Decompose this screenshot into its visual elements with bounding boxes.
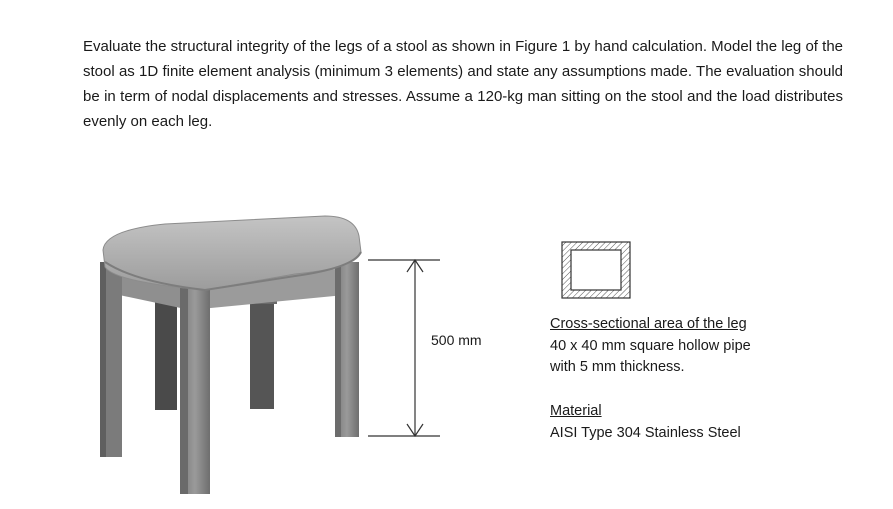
square-hollow-section-icon	[561, 241, 631, 299]
cross-section-info	[550, 314, 751, 379]
back-right-leg	[250, 297, 274, 409]
cross-section-heading: Cross-sectional area of the leg	[550, 316, 747, 332]
stool-image	[95, 212, 375, 497]
material-value: AISI Type 304 Stainless Steel	[550, 424, 741, 441]
material-info	[550, 401, 741, 444]
material-heading: Material	[550, 403, 602, 419]
cross-section-line-1: 40 x 40 mm square hollow pipe	[550, 337, 751, 354]
height-label: 500 mm	[431, 332, 482, 348]
problem-statement: Evaluate the structural integrity of the legs of a stool as shown in Figure 1 by hand calculation. Model the leg of the stool as 1D finite element analysis (minimum 3 elements) and state any assumptions made. The evaluation should be in term of nodal displacements and stresses. Assume a 120-kg man sitting on the stool and the load distributes evenly on each leg.	[83, 38, 843, 130]
back-left-leg	[155, 300, 177, 410]
cross-section-line-2: with 5 mm thickness.	[550, 359, 685, 375]
